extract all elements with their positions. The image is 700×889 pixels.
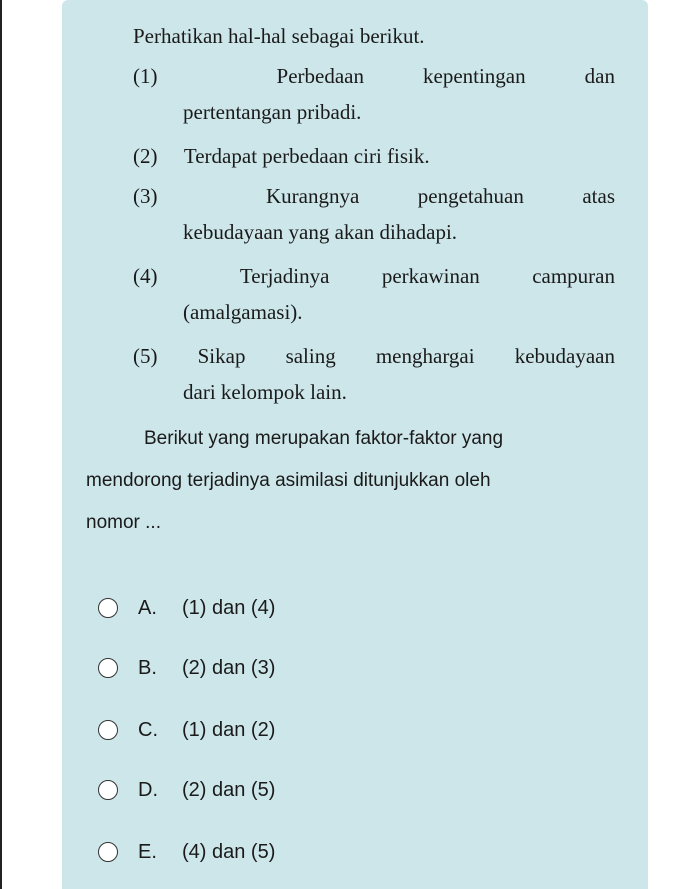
option-c[interactable]	[98, 715, 275, 745]
option-letter: B.	[138, 656, 157, 679]
statement-word: Kurangnya	[265, 184, 360, 208]
statement-word: pengetahuan	[417, 184, 524, 208]
option-letter: A.	[138, 596, 157, 619]
option-e[interactable]	[98, 837, 275, 867]
statement-item-2	[133, 138, 615, 174]
statement-item-4	[133, 258, 615, 330]
statement-word: Sikap	[197, 344, 246, 368]
statement-continuation: dari kelompok lain.	[183, 380, 347, 404]
option-b[interactable]	[98, 653, 275, 683]
radio-circle-icon[interactable]	[98, 780, 118, 800]
statement-number: (4)	[133, 264, 158, 288]
left-border	[0, 0, 2, 889]
option-letter: C.	[138, 718, 158, 741]
statement-number: (5)	[133, 344, 158, 368]
statement-continuation: kebudayaan yang akan dihadapi.	[183, 220, 458, 244]
statement-item-1	[133, 58, 615, 130]
statement-word: atas	[582, 184, 615, 208]
statement-word: perkawinan	[381, 264, 480, 288]
statement-word: saling	[285, 344, 336, 368]
statement-word: Terjadinya	[239, 264, 330, 288]
option-text: (4) dan (5)	[182, 840, 276, 863]
option-text: (1) dan (4)	[182, 596, 276, 619]
option-a[interactable]	[98, 593, 275, 623]
radio-circle-icon[interactable]	[98, 598, 118, 618]
radio-circle-icon[interactable]	[98, 720, 118, 740]
question-stem-line-3: nomor ...	[86, 512, 161, 533]
question-stem-line-1: Berikut yang merupakan faktor-faktor yang	[144, 428, 504, 449]
option-text: (2) dan (3)	[182, 656, 276, 679]
option-letter: D.	[138, 778, 158, 801]
radio-circle-icon[interactable]	[98, 658, 118, 678]
statement-item-3	[133, 178, 615, 250]
question-intro: Perhatikan hal-hal sebagai berikut.	[133, 24, 425, 48]
radio-circle-icon[interactable]	[98, 842, 118, 862]
statement-item-5	[133, 338, 615, 410]
statement-number: (2)	[133, 144, 158, 168]
statement-number: (3)	[133, 184, 158, 208]
statement-word: kebudayaan	[514, 344, 615, 368]
option-text: (1) dan (2)	[182, 718, 276, 741]
option-text: (2) dan (5)	[182, 778, 276, 801]
statement-word: campuran	[532, 264, 615, 288]
statement-word: menghargai	[375, 344, 475, 368]
question-stem-line-2: mendorong terjadinya asimilasi ditunjukkan oleh	[86, 470, 491, 491]
statement-word: dan	[584, 64, 615, 88]
option-d[interactable]	[98, 775, 275, 805]
statement-continuation: (amalgamasi).	[183, 300, 303, 324]
statement-number: (1)	[133, 64, 158, 88]
option-letter: E.	[138, 840, 157, 863]
statement-text: Terdapat perbedaan ciri fisik.	[183, 144, 430, 168]
statement-word: Perbedaan	[276, 64, 364, 88]
statement-word: kepentingan	[423, 64, 526, 88]
statement-continuation: pertentangan pribadi.	[183, 100, 362, 124]
